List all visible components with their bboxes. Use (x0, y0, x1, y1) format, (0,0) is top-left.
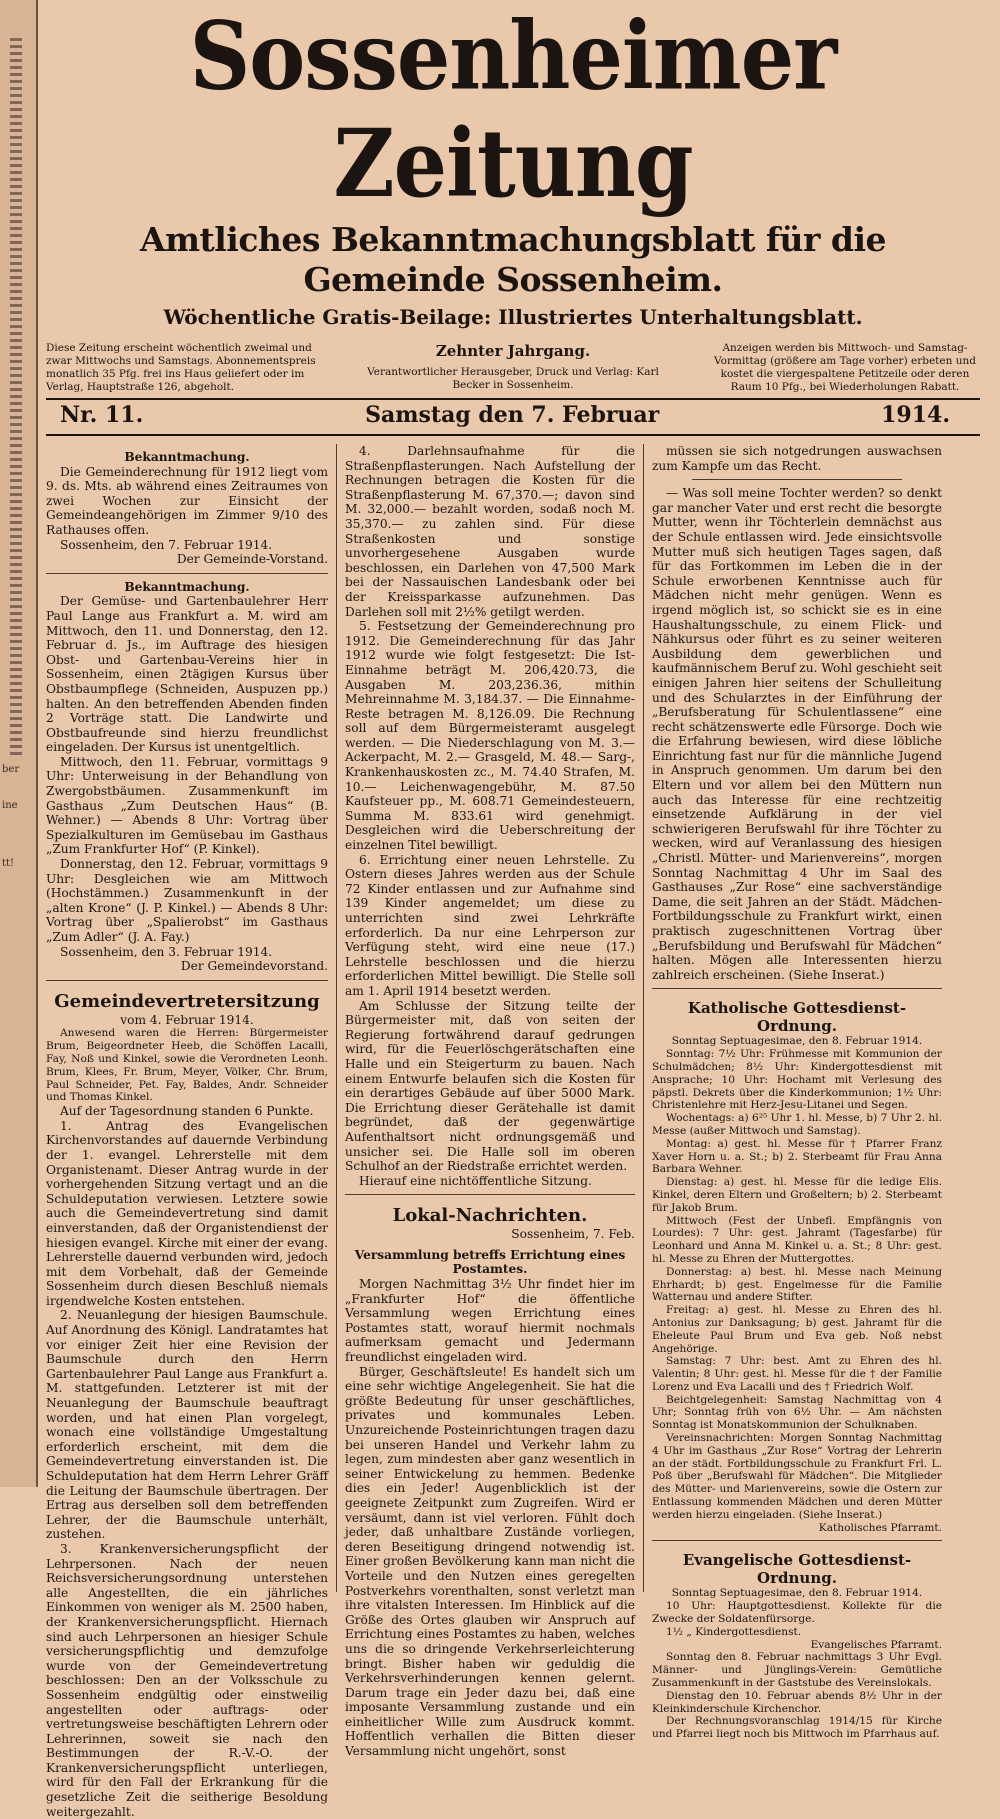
paragraph: Auf der Tagesordnung standen 6 Punkte. (60, 1104, 314, 1119)
section-date: vom 4. Februar 1914. (120, 1012, 254, 1027)
edge-fragment: ber (2, 764, 20, 775)
info-row (46, 342, 980, 394)
edge-fragment: tt! (2, 858, 15, 869)
section-heading: Katholische Gottesdienst-Ordnung. (687, 999, 907, 1036)
column-1 (46, 444, 337, 1819)
paragraph: Morgen Nachmittag 3½ Uhr findet hier im „Frankfurter Hof“ die öffentliche Versammlung wegen Errichtung eines Postamtes statt, worauf hiermit nochmals aufmerksam gemacht und Jedermann freundlichst eingeladen wird. (345, 1277, 635, 1365)
bottom-rule (46, 434, 980, 436)
column-2 (337, 444, 644, 1759)
divider (46, 980, 328, 981)
publisher-line: Verantwortlicher Herausgeber, Druck und Verlag: Karl Becker in Sossenheim. (367, 366, 659, 391)
service-item: Dienstag den 10. Februar abends 8½ Uhr in der Kleinkinderschule Kirchenchor. (652, 1689, 942, 1715)
service-item: Freitag: a) gest. hl. Messe zu Ehren des hl. Antonius zur Danksagung; b) gest. Jahramt für die Eheleute Paul Brum und Eva geb. Noß nebst Angehörige. (652, 1304, 942, 1355)
subscription-info: Diese Zeitung erscheint wöchentlich zweimal und zwar Mittwochs und Samstags. Abonnementspreis monatlich 35 Pfg. frei ins Haus geliefert oder im Verlag, Hauptstraße 126, abgeholt. (46, 342, 316, 393)
signature: Der Gemeinde-Vorstand. (176, 552, 328, 567)
paragraph: müssen sie sich notgedrungen auswachsen zum Kampfe um das Recht. (652, 444, 942, 473)
volume-year: Zehnter Jahrgang. (435, 342, 591, 360)
heading: Versammlung betreffs Errichtung eines Postamtes. (354, 1247, 626, 1277)
paragraph: 2. Neuanlegung der hiesigen Baumschule. Auf Anordnung des Königl. Landratamtes hat vor einiger Zeit hier eine Revision der Baumschule durch den Herrn Gartenbaulehrer Paul Lange aus Frankfurt a. M. stattgefunden. Letzterer ist mit der Neuanlegung der Baumschule beauftragt worden, und hat einen Plan vorgelegt, wonach eine vollständige Umgestaltung erforderlich erscheint, mit dem die Gemeindevertretung einverstanden ist. Die Schuldeputation hat dem Herrn Lehrer Gräff die Leitung der Baumschule übertragen. Der Ertrag aus derselben soll dem betreffenden Lehrer, der die Baumschule unterhält, zustehen. (46, 1308, 328, 1542)
section-heading: Lokal-Nachrichten. (392, 1205, 588, 1227)
service-item: Sonntag den 8. Februar nachmittags 3 Uhr Evgl. Männer- und Jünglings-Verein: Gemütliche Zusammenkunft in der Gaststube des Vereinslokals. (652, 1651, 942, 1690)
divider (345, 1194, 635, 1195)
paragraph: 4. Darlehnsaufnahme für die Straßenpflasterungen. Nach Aufstellung der Rechnungen betragen die Kosten für die Straßenpflasterung M. 67,370.—; davon sind M. 32,000.— bezahlt worden, sodaß noch M. 35,370.— zu zahlen sind. Für diese Straßenkosten und sonstige unvorhergesehene Ausgaben wurde beschlossen, ein Darlehen von 47,500 Mark bei der Nassauischen Landesbank oder bei der Kreissparkasse aufzunehmen. Das Darlehen soll mit 2½% getilgt werden. (345, 444, 635, 619)
issue-year: 1914. (881, 402, 950, 428)
attendance: Anwesend waren die Herren: Bürgermeister Brum, Beigeordneter Heeb, die Schöffen Lacalli, Fay, Noß und Kinkel, sowie die Verordneten Leonh. Brum, Klees, Fr. Brum, Meyer, Völker, Chr. Brum, Paul Schneider, Pet. Fay, Baldes, Andr. Schneider und Thomas Kinkel. (46, 1027, 328, 1104)
paragraph: Die Gemeinderechnung für 1912 liegt vom 9. ds. Mts. ab während eines Zeitraumes von zwei Wochen zur Einsicht der Gemeindeangehörigen im Zimmer 9/10 des Rathauses offen. (46, 464, 328, 537)
newspaper-page (46, 0, 980, 1819)
column-3 (644, 444, 942, 1741)
advertising-info: Anzeigen werden bis Mittwoch- und Samstag-Vormittag (größere am Tage vorher) erbeten und kostet die viergespaltene Petitzeile oder deren Raum 10 Pfg., bei Wiederholungen Rabatt. (714, 342, 976, 393)
service-item: Donnerstag: a) best. hl. Messe nach Meinung Ehrhardt; b) gest. Engelmesse für die Familie Watternau und andere Stifter. (652, 1265, 942, 1304)
paragraph: Am Schlusse der Sitzung teilte der Bürgermeister mit, daß von seiten der Regierung fortwährend darauf gedrungen wird, für die Feuerlöschgerätschaften eine Halle und ein Steigerturm zu bauen. Nach einem Entwurfe belaufen sich die Kosten für ein derartiges Gebäude auf über 5000 Mark. Die Errichtung dieser Gerätehalle ist damit begründet, daß der gegenwärtige Aufenthaltsort nicht ordnungsgemäß und unsicher sei. Die Halle soll im oberen Schulhof an der Riedstraße errichtet werden. (345, 998, 635, 1174)
publisher-info (363, 342, 663, 394)
paragraph: Donnerstag, den 12. Februar, vormittags 9 Uhr: Desgleichen wie am Mittwoch (Hochstämmen.) Zusammenkunft in der „alten Krone“ (J. P. Kinkel.) — Abends 8 Uhr: Vortrag über „Spalierobst“ im Gasthaus „Zum Adler“ (J. A. Fay.) (46, 857, 328, 944)
issue-row (46, 400, 980, 430)
service-item: Wochentags: a) 6²⁵ Uhr 1. hl. Messe, b) 7 Uhr 2. hl. Messe (außer Mittwoch und Samstag). (652, 1112, 942, 1137)
article-columns (46, 444, 980, 1819)
divider (652, 1540, 942, 1541)
paragraph: Bürger, Geschäftsleute! Es handelt sich um eine sehr wichtige Angelegenheit. Sie hat die größte Bedeutung für unser geschäftliches, privates und kommunales Leben. Unzureichende Posteinrichtungen tragen dazu bei unseren Handel und Verkehr lahm zu legen, zum mindesten aber ganz wesentlich in seiner Entwickelung zu hemmen. Bedenke dies ein Jeder! Augenblicklich ist der geeignete Zeitpunkt zum Zugreifen. Wird er versäumt, dann ist viel verloren. Fühlt doch jeder, daß unhaltbare Zustände vorliegen, deren Beseitigung dringend notwendig ist. Einer großen Bevölkerung kann man nicht die Vorteile und den Nutzen eines geregelten Postverkehrs vorenthalten, sonst verletzt man ihre vitalsten Interessen. Im Hinblick auf die Größe des Ortes glauben wir Anspruch auf Errichtung eines Postamtes zu haben, welches uns die so dringende Verkehrserleichterung bringt. Bisher haben wir geduldig die Verkehrsverhinderungen kennen gelernt. Darum trage ein Jeder dazu bei, daß eine imposante Versammlung zustande und ein einheitlicher Wille zum Ausdruck kommt. Hoffentlich verhallen die Bitten dieser Versammlung nicht ungehört, sonst (345, 1364, 635, 1759)
subtitle: Amtliches Bekanntmachungsblatt für die Gemeinde Sossenheim. (139, 220, 886, 299)
signature: Der Gemeindevorstand. (180, 959, 328, 974)
left-page-edge (0, 0, 38, 1487)
service-item: Der Rechnungsvoranschlag 1914/15 für Kirche und Pfarrei liegt noch bis Mittwoch im Pfarrhaus auf. (652, 1715, 942, 1741)
ornamental-border (10, 38, 22, 758)
paragraph: 1. Antrag des Evangelischen Kirchenvorstandes auf dauernde Verbindung der 1. evangel. Lehrerstelle mit dem Organistenamt. Dieser Antrag wurde in der vorhergehenden Sitzung vertagt und an die Schuldeputation verwiesen. Letztere sowie auch die Gemeindevertretung sind damit einverstanden, daß der Organistendienst der hiesigen evangel. Kirche mit einer der evang. Lehrerstelle dauernd verbunden wird, jedoch mit dem Vorbehalt, daß der Gemeinde Sossenheim durch diesen Beschluß niemals irgendwelche Kosten entstehen. (46, 1118, 329, 1308)
service-item: Dienstag: a) gest. hl. Messe für die ledige Elis. Kinkel, deren Eltern und Großeltern; b) 2. Sterbeamt für Jakob Brum. (652, 1176, 942, 1214)
dateline: Sossenheim, 7. Feb. (511, 1227, 635, 1242)
issue-date: Samstag den 7. Februar (365, 402, 660, 428)
masthead-title: Sossenheimer Zeitung (189, 0, 837, 219)
heading: Bekanntmachung. (124, 579, 250, 594)
paragraph: 3. Krankenversicherungspflicht der Lehrpersonen. Nach der neuen Reichsversicherungsordnung unterstehen alle Angestellten, die ein jährliches Einkommen von weniger als M. 2500 haben, der Krankenversicherungspflicht. Hiernach sind auch Lehrpersonen an hiesiger Schule versicherungspflichtig und demzufolge wurde von der Gemeindevertretung beschlossen: Den an der Volksschule zu Sossenheim endgültig oder einstweilig angestellten oder auftrags- oder vertretungsweise beschäftigten Lehrern oder Lehrerinnen, soweit sie nach den Bestimmungen der R.-V.-O. der Krankenversicherungspflicht unterliegen, wird für den Fall der Erkrankung für die gesetzliche Zeit die seitherige Besoldung weitergezahlt. (46, 1541, 328, 1819)
service-date: Sonntag Septuagesimae, den 8. Februar 1914. (671, 1035, 923, 1048)
service-item: Samstag: 7 Uhr: best. Amt zu Ehren des hl. Valentin; 8 Uhr: gest. hl. Messe für die † der Familie Lorenz und Eva Lacalli und des † Friedrich Wolf. (652, 1355, 942, 1393)
service-date: Sonntag Septuagesimae, den 8. Februar 1914. (671, 1587, 923, 1600)
section-heading: Evangelische Gottesdienst-Ordnung. (682, 1551, 912, 1588)
service-item: Mittwoch (Fest der Unbefl. Empfängnis von Lourdes): 7 Uhr: gest. Jahramt (Tagesfarbe) für Leonhard und Anna M. Kinkel u. a. St.; 8 Uhr: gest. hl. Messe zu Ehren der Muttergottes. (652, 1214, 942, 1265)
issue-number: Nr. 11. (60, 402, 144, 428)
paragraph: Sossenheim, den 3. Februar 1914. (60, 944, 273, 959)
service-item: Beichtgelegenheit: Samstag Nachmittag von 4 Uhr; Sonntag früh von 6½ Uhr. — Am nächsten Sonntag ist Monatskommunion der Schulknaben. (652, 1393, 942, 1432)
paragraph: 6. Errichtung einer neuen Lehrstelle. Zu Ostern dieses Jahres werden aus der Schule 72 Kinder entlassen und zur Aufnahme sind 139 Kinder angemeldet; um diese zu unterrichten sind zwei Lehrkräfte erforderlich. Da nur eine Lehrperson zur Verfügung steht, wird eine neue (17.) Lehrstelle beschlossen und die hierzu erforderlichen Mittel bewilligt. Die Stelle soll am 1. April 1914 besetzt werden. (345, 852, 635, 998)
divider (692, 479, 902, 480)
heading: Bekanntmachung. (124, 450, 250, 464)
paragraph: — Was soll meine Tochter werden? so denkt gar mancher Vater und erst recht die besorgte Mutter, wenn ihr Töchterlein demnächst aus der Schule entlassen wird. Jede einsichtsvolle Mutter muß sich heutigen Tages sagen, daß für das Fortkommen im Leben die in der Schule erworbenen Kenntnisse auch für Mädchen nicht mehr genügen. Wenn es irgend möglich ist, so schickt sie es in eine Haushaltungsschule, zu einem Flick- und Nähkursus oder führt es zu seiner weiteren Ausbildung dem gewerblichen und kaufmännischem Beruf zu. Wohl geschieht seit einigen Jahren hier seitens der Schulleitung und des Schularztes in der Einführung der „Berufsberatung für Schulentlassene“ eine recht schätzenswerte edle Fürsorge. Doch wie die Erfahrung bewiesen, wird diese löbliche Einrichtung fast nur für die männliche Jugend in Anspruch genommen. Um darum bei den Eltern und vor allem bei den Müttern nun auch das Interesse für eine rechtzeitig einsetzende Aufklärung in der viel schwierigeren Berufswahl für ihre Töchter zu wecken, wird auf Veranlassung des hiesigen „Christl. Mütter- und Marienvereins“, morgen Sonntag Nachmittag 4 Uhr im Saal des Gasthauses „Zur Rose“ eine sachverständige Dame, die seit Jahren an der Städt. Mädchen-Fortbildungsschule zu Frankfurt wirkt, einen praktisch zugeschnittenen Vortrag über „Berufsbildung und Berufswahl für Mädchen“ halten. Mögen alle Interessenten hierzu zahlreich erscheinen. (Siehe Inserat.) (652, 486, 942, 982)
service-item: Vereinsnachrichten: Morgen Sonntag Nachmittag 4 Uhr im Gasthaus „Zur Rose“ Vortrag der Lehrerin an der städt. Fortbildungsschule zu Frankfurt Frl. L. Poß über „Berufswahl für Mädchen“. Die Mitglieder des Mütter- und Marienvereins, sowie die Ostern zur Entlassung kommenden Mädchen und deren Mütter werden hierzu eingeladen. (Siehe Inserat.) (652, 1432, 942, 1521)
divider (46, 573, 328, 574)
edge-fragment: ine (2, 800, 18, 811)
service-item: Montag: a) gest. hl. Messe für † Pfarrer Franz Xaver Horn u. a. St.; b) 2. Sterbeamt für Frau Anna Barbara Wehner. (652, 1137, 942, 1176)
section-heading: Gemeindevertretersitzung (54, 990, 320, 1012)
service-item: 10 Uhr: Hauptgottesdienst. Kollekte für die Zwecke der Soldatenfürsorge. (652, 1600, 942, 1626)
signature: Katholisches Pfarramt. (818, 1521, 942, 1534)
supplement-line: Wöchentliche Gratis-Beilage: Illustriertes Unterhaltungsblatt. (163, 305, 863, 329)
service-item: Sonntag: 7½ Uhr: Frühmesse mit Kommunion der Schulmädchen; 8½ Uhr: Kindergottesdienst mit Ansprache; 10 Uhr: Hochamt mit Verlesung des päpstl. Dekrets über die Kinderkommunion; 1½ Uhr: Christenlehre mit Herz-Jesu-Litanei und Segen. (652, 1048, 942, 1112)
paragraph: Sossenheim, den 7. Februar 1914. (60, 537, 273, 552)
paragraph: Mittwoch, den 11. Februar, vormittags 9 Uhr: Unterweisung in der Behandlung von Zwergobstbäumen. Zusammenkunft im Gasthaus „Zum Deutschen Haus“ (B. Wehner.) — Abends 8 Uhr: Vortrag über Spezialkulturen im Gemüsebau im Gasthaus „Zum Frankfurter Hof“ (P. Kinkel). (46, 754, 328, 857)
paragraph: 5. Festsetzung der Gemeinderechnung pro 1912. Die Gemeinderechnung für das Jahr 1912 wurde wie folgt festgesetzt: Die Ist-Einnahme beträgt M. 206,420.73, die Ausgaben M. 203,236.36, mithin Mehreinnahme M. 3,184.37. — Die Einnahme-Reste betragen M. 8,126.09. Die Rechnung soll auf dem Bürgermeisteramt ausgelegt werden. — Die Niederschlagung von M. 3.— Ackerpacht, M. 2.— Grasgeld, M. 48.— Sarg-, Krankenhauskosten zc., M. 74.40 Strafen, M. 10.— Leichenwagengebühr, M. 87.50 Kaufsteuer pp., M. 608.71 Gemeindesteuern, Summa M. 833.61 wird genehmigt. Desgleichen wird die Ueberschreitung der einzelnen Titel bewilligt. (345, 619, 635, 853)
signature: Evangelisches Pfarramt. (810, 1638, 942, 1651)
paragraph: Hierauf eine nichtöffentliche Sitzung. (359, 1173, 592, 1188)
divider (652, 988, 942, 989)
paragraph: Der Gemüse- und Gartenbaulehrer Herr Paul Lange aus Frankfurt a. M. wird am Mittwoch, den 11. und Donnerstag, den 12. Februar d. Js., im Auftrage des hiesigen Obst- und Gartenbau-Vereins hier in Sossenheim, einen 2tägigen Kursus über Obstbaumpflege (Schneiden, Auspuzen pp.) halten. An den betreffenden Abenden finden 2 Vorträge statt. Die Landwirte und Obstbaufreunde sind hierzu freundlichst eingeladen. Der Kursus ist unentgeltlich. (46, 594, 328, 755)
service-item: 1½ „ Kindergottesdienst. (666, 1625, 802, 1638)
